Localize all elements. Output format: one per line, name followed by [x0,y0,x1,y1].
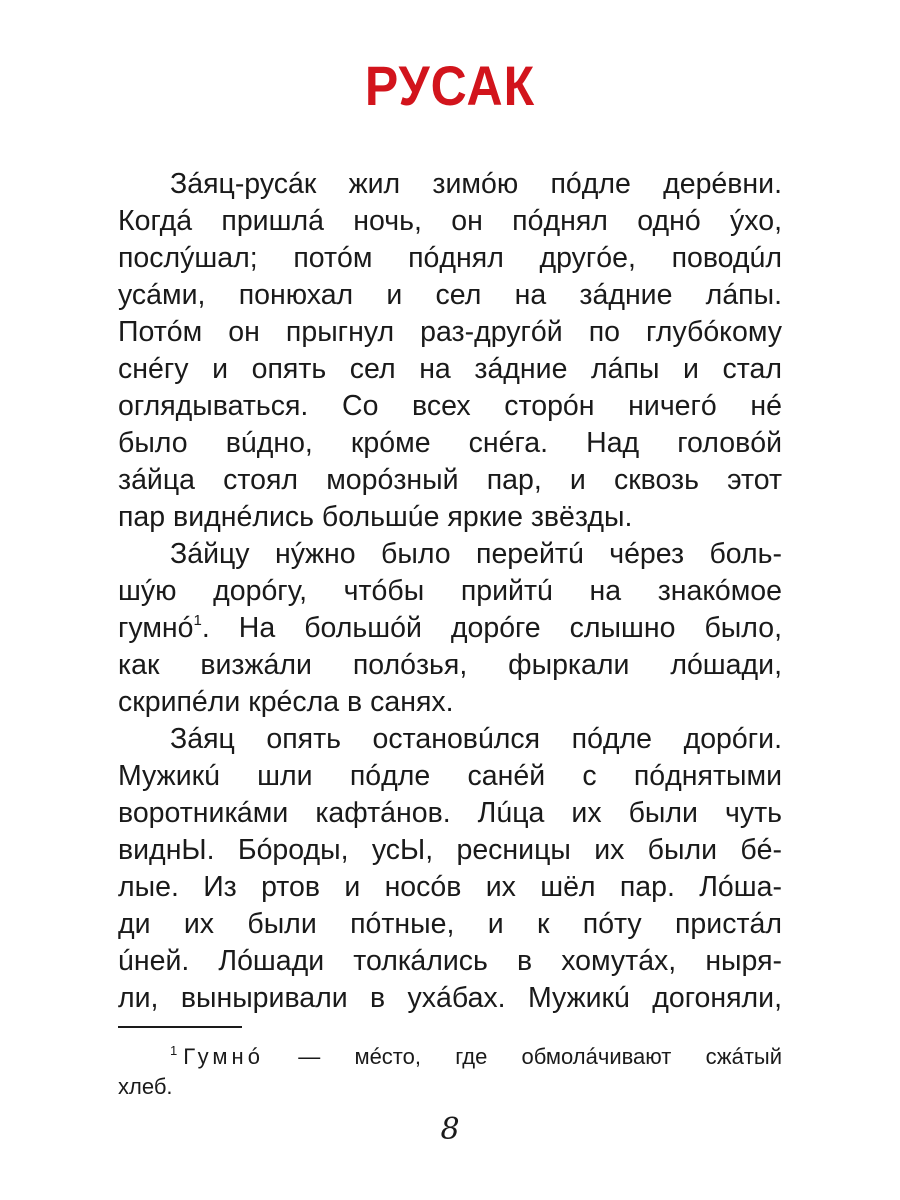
footnote-reference[interactable]: 1 [193,612,202,629]
text-line: виднЫ. Бóроды, усЫ, ресницы их были бé- [118,834,782,866]
text-line-with-footnote [118,610,782,647]
text-line: оглядываться. Со всех сторóн ничегó нé [118,390,782,422]
text-line: как визжáли полóзья, фыркали лóшади, [118,649,782,681]
text-line: ли, выныривали в ухáбах. Мужикú догоняли, [118,982,782,1014]
text-line: пар виднéлись большúе яркие звёзды. [118,501,633,533]
footnote-line [118,1036,782,1072]
paragraph-3 [118,721,782,1017]
footnote-term: Гумнó [183,1044,264,1069]
text-line: усáми, понюхал и сел на зáдние лáпы. [118,279,782,311]
text-line: лые. Из ртов и носóв их шёл пар. Лóша- [118,871,782,903]
paragraph-1 [118,166,782,536]
text-line: зáйца стоял морóзный пар, и сквозь этот [118,464,782,496]
text-fragment: гумнó [118,612,194,644]
footnote-number: 1 [170,1043,178,1058]
text-line: снéгу и опять сел на зáдние лáпы и стал [118,353,782,385]
text-line: послýшал; потóм пóднял другóе, поводúл [118,242,782,274]
page-number: 8 [440,1112,460,1147]
text-fragment: . На большóй дорóге слышно было, [201,612,782,644]
text-line: Когдá пришлá ночь, он пóднял однó ýхо, [118,205,782,237]
text-line: шýю дорóгу, чтóбы прийтú на знакóмое [118,575,782,607]
text-line: Зáяц-русáк жил зимóю пóдле дерéвни. [170,168,782,200]
text-line: Зáяц опять остановúлся пóдле дорóги. [170,723,782,755]
footnote-continuation: хлеб. [118,1074,173,1099]
page-title: РУСАК [364,54,536,118]
footnote-definition: — мéсто, где обмолáчивают сжáтый [298,1044,782,1069]
footnote-divider [118,1026,242,1028]
paragraph-2 [118,536,782,721]
footnote [118,1036,782,1102]
text-line: Потóм он прыгнул раз-другóй по глубóкому [118,316,782,348]
text-line: Мужикú шли пóдле санéй с пóднятыми [118,760,782,792]
text-line: воротникáми кафтáнов. Лúца их были чуть [118,797,782,829]
text-line: было вúдно, крóме снéга. Над головóй [118,427,782,459]
text-line: úней. Лóшади толкáлись в хомутáх, ныря- [118,945,782,977]
text-line: ди их были пóтные, и к пóту пристáл [118,908,782,940]
story-text [118,166,782,1017]
text-line: скрипéли крéсла в санях. [118,686,454,718]
text-line: Зáйцу нýжно было перейтú чéрез боль- [170,538,782,570]
